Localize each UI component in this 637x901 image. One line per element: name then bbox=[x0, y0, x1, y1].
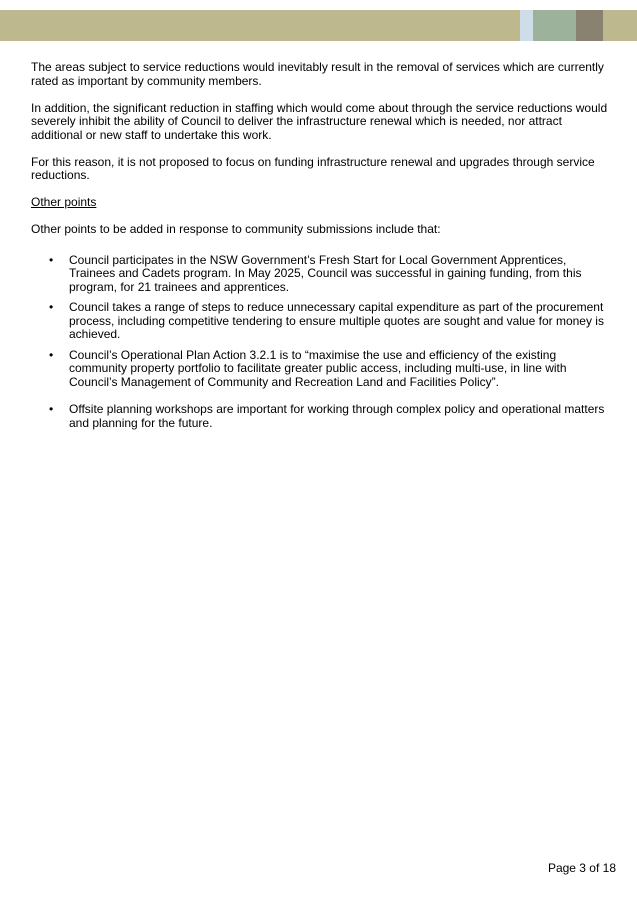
header-band-green-accent bbox=[533, 10, 576, 41]
bullet-icon: • bbox=[49, 252, 54, 267]
section-heading-other-points: Other points bbox=[31, 195, 97, 209]
bullet-list bbox=[31, 254, 611, 431]
list-item bbox=[31, 254, 611, 295]
list-item-text: Council takes a range of steps to reduce unnecessary capital expenditure as part of the procurement process, including competitive tendering to ensure multiple quotes are sought and value for money is achieved. bbox=[69, 300, 604, 341]
paragraph-conclusion: For this reason, it is not proposed to focus on funding infrastructure renewal and upgrades through service reductions. bbox=[31, 154, 595, 182]
list-item bbox=[31, 349, 611, 390]
header-band-blue-accent bbox=[520, 10, 533, 41]
list-item-text: Offsite planning workshops are important for working through complex policy and operational matters and planning for the future. bbox=[69, 402, 605, 430]
paragraph-staffing-impact: In addition, the significant reduction in staffing which would come about through the service reductions would severely inhibit the ability of Council to deliver the infrastructure renewal which is needed, nor attract additional or new staff to undertake this work. bbox=[31, 100, 608, 142]
bullet-icon: • bbox=[49, 300, 54, 314]
bullet-icon: • bbox=[49, 347, 54, 362]
list-item bbox=[31, 403, 611, 430]
header-band-dark-accent bbox=[576, 10, 603, 41]
bullet-icon: • bbox=[49, 402, 54, 416]
header-band-tail bbox=[603, 10, 637, 41]
document-body bbox=[31, 61, 611, 437]
header-color-band bbox=[0, 10, 637, 41]
page-number: Page 3 of 18 bbox=[547, 861, 616, 875]
list-item-text: Council participates in the NSW Government’s Fresh Start for Local Government Apprentices, Trainees and Cadets program. In May 2025, Council was successful in gaining funding, from this program, for 21 trainees and apprentices. bbox=[69, 252, 582, 294]
list-item bbox=[31, 301, 611, 342]
header-band-main bbox=[0, 10, 520, 41]
paragraph-intro: Other points to be added in response to community submissions include that: bbox=[31, 222, 441, 236]
paragraph-service-reductions: The areas subject to service reductions would inevitably result in the removal of services which are currently rated as important by community members. bbox=[31, 60, 604, 88]
list-item-text: Council’s Operational Plan Action 3.2.1 is to “maximise the use and efficiency of the existing community property portfolio to facilitate greater public access, including multi-use, in line with Council’s Management of Community and Recreation Land and Facilities Policy”. bbox=[69, 347, 567, 389]
